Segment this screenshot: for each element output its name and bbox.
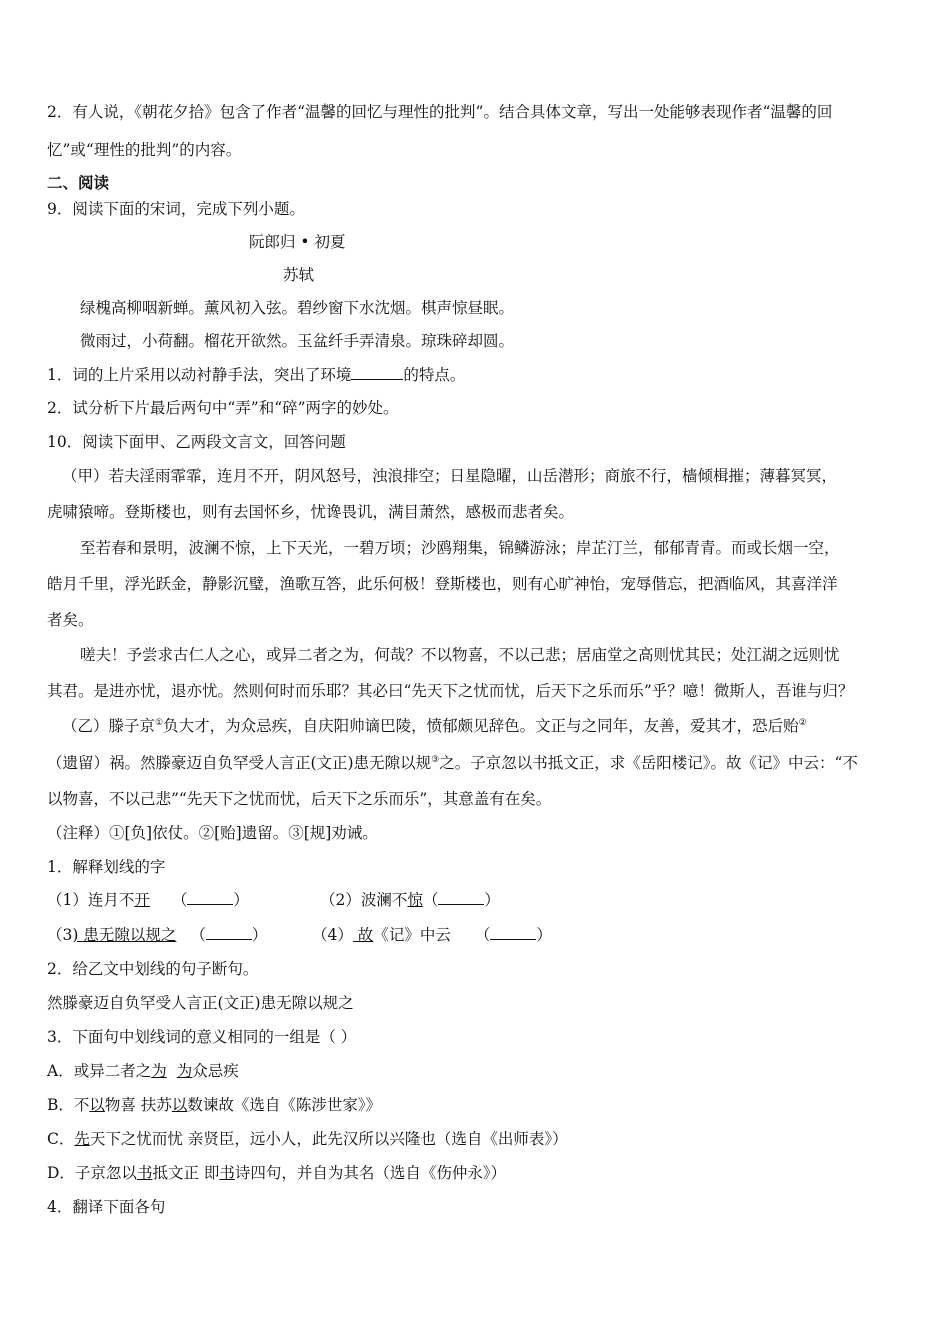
option-b[interactable] <box>47 1095 381 1115</box>
q9-sub-1-pre: 1．词的上片采用以动衬静手法，突出了环境 <box>47 366 352 384</box>
jia-p2-line-3: 者矣。 <box>47 611 94 629</box>
underlined-word: 为 <box>176 1062 193 1080</box>
underlined-word: 书 <box>136 1164 153 1182</box>
q9-sub-2: 2．试分析下片最后两句中“弄”和“碎”两字的妙处。 <box>47 399 399 417</box>
jia-p2-line-1: 至若春和景明，波澜不惊，上下天光，一碧万顷；沙鸥翔集，锦鳞游泳；岸芷汀兰，郁郁青青。而或长烟一空， <box>80 539 840 557</box>
sub-question-2-title: 2．给乙文中划线的句子断句。 <box>47 960 259 978</box>
item-text: （3 <box>47 926 73 944</box>
yi-text: （遗留）祸。然滕豪迈自负罕受人言正(文正)患无隙以规 <box>47 754 432 772</box>
item-paren: ） <box>233 891 249 909</box>
yi-text: 之。子京忽以书抵文正，求《岳阳楼记》。故《记》中云：“不 <box>439 754 858 772</box>
yi-line-3: 以物喜，不以己悲”“先天下之忧而忧，后天下之乐而乐”，其意盖有在矣。 <box>47 790 552 808</box>
item-text: 《记》中云 <box>373 926 451 944</box>
option-text: 物喜 扶苏 <box>104 1096 172 1114</box>
sub-question-1-item-2 <box>320 890 500 910</box>
poem-verse-2: 微雨过，小荷翻。榴花开欲然。玉盆纤手弄清泉。琼珠碎却圆。 <box>80 332 515 350</box>
yi-line-1 <box>62 716 807 736</box>
q2-line-1: 2．有人说，《朝花夕拾》包含了作者“温馨的回忆与理性的批判”。结合具体文章，写出一处能够表现作者“温馨的回 <box>47 103 833 121</box>
answer-blank[interactable] <box>187 890 233 905</box>
option-a[interactable] <box>47 1061 239 1081</box>
sub-question-3-title: 3．下面句中划线词的意义相同的一组是（ ） <box>47 1028 357 1046</box>
q9-sub-1-post: 的特点。 <box>403 366 466 384</box>
item-text: （1）连月不 <box>47 891 135 909</box>
jia-p1-line-1: （甲）若夫淫雨霏霏，连月不开，阴风怒号，浊浪排空；日星隐曜，山岳潜形；商旅不行，樯倾楫摧；薄暮冥冥， <box>62 467 838 485</box>
footnote-mark: ② <box>798 717 807 728</box>
option-text: 抵文正 即 <box>152 1164 220 1182</box>
underlined-word: 书 <box>219 1164 235 1182</box>
q9-prompt: 9．阅读下面的宋词，完成下列小题。 <box>47 200 305 218</box>
answer-blank[interactable] <box>438 890 484 905</box>
option-text: 诗四句，并自为其名（选自《伤仲永》） <box>234 1164 507 1182</box>
jia-p1-line-2: 虎啸猿啼。登斯楼也，则有去国怀乡，忧谗畏讥，满目萧然，感极而悲者矣。 <box>47 503 575 521</box>
sub-question-1-item-1 <box>47 890 249 910</box>
item-text: （4） <box>312 926 353 944</box>
poem-verse-1: 绿槐高柳咽新蝉。薰风初入弦。碧纱窗下水沈烟。棋声惊昼眠。 <box>80 299 515 317</box>
option-text: 天下之忧而忧 亲贤臣，远小人，此先汉所以兴隆也（选自《出师表》） <box>89 1130 568 1148</box>
jia-p3-line-1: 嗟夫！予尝求古仁人之心，或异二者之为，何哉？不以物喜，不以己悲；居庙堂之高则忧其民；处江湖之远则忧 <box>80 646 840 664</box>
item-paren: （ <box>422 891 439 909</box>
q2-line-2: 忆”或“理性的批判”的内容。 <box>47 141 242 159</box>
underlined-word: 故 <box>352 926 374 944</box>
footnote-mark: ① <box>155 717 164 728</box>
yi-text: 负大才，为众忌疾，自庆阳帅谪巴陵，愤郁颇见辞色。文正与之同年，友善，爱其才，恐后贻 <box>163 717 799 735</box>
sub-question-1-item-4 <box>312 925 552 945</box>
item-paren: ） <box>484 891 500 909</box>
underlined-word: 惊 <box>407 891 423 909</box>
jia-p2-line-2: 皓月千里，浮光跃金，静影沉璧，渔歌互答，此乐何极！登斯楼也，则有心旷神怡，宠辱偕忘，把酒临风，其喜洋洋 <box>47 575 838 593</box>
answer-blank[interactable] <box>351 365 403 380</box>
sub-question-1-item-3 <box>47 925 267 945</box>
annotation-notes: （注释）①[负]依仗。②[贻]遗留。③[规]劝诫。 <box>47 824 378 842</box>
section-heading: 二、阅读 <box>47 173 110 192</box>
yi-text: （乙）滕子京 <box>62 717 156 735</box>
jia-p3-line-2: 其君。是进亦忧，退亦忧。然则何时而乐耶？其必曰“先天下之忧而忧，后天下之乐而乐”乎？噫！微斯人，吾谁与归？ <box>47 682 854 700</box>
q9-sub-1 <box>47 365 465 385</box>
underlined-word: 先 <box>74 1130 90 1148</box>
footnote-mark: ③ <box>431 754 440 765</box>
item-paren: （ <box>474 926 491 944</box>
option-text: D．子京忽以 <box>47 1164 137 1182</box>
q10-prompt: 10．阅读下面甲、乙两段文言文，回答问题 <box>47 433 346 451</box>
underlined-word: 以 <box>171 1096 188 1114</box>
sub-question-4-title: 4．翻译下面各句 <box>47 1198 166 1216</box>
answer-blank[interactable] <box>206 925 252 940</box>
answer-blank[interactable] <box>490 925 536 940</box>
item-paren: ） <box>536 926 552 944</box>
underlined-word: 以 <box>89 1096 105 1114</box>
option-text: A．或异二者之 <box>47 1062 152 1080</box>
option-text: 众忌疾 <box>192 1062 239 1080</box>
option-d[interactable] <box>47 1163 506 1183</box>
option-text: C． <box>47 1130 75 1148</box>
item-text: （2）波澜不 <box>320 891 408 909</box>
underlined-word: 开 <box>134 891 150 909</box>
sub-question-1-title: 1．解释划线的字 <box>47 858 166 876</box>
sub-question-2-sentence: 然滕豪迈自负罕受人言正(文正)患无隙以规之 <box>47 994 354 1012</box>
option-text: B．不 <box>47 1096 90 1114</box>
option-c[interactable] <box>47 1129 568 1149</box>
item-paren: （ <box>171 891 188 909</box>
poem-author: 苏轼 <box>283 266 315 284</box>
poem-title: 阮郎归 • 初夏 <box>249 233 346 251</box>
item-paren: ） <box>251 926 268 944</box>
underlined-word: 为 <box>151 1062 167 1080</box>
item-paren: （ <box>190 926 206 944</box>
yi-line-2 <box>47 753 858 773</box>
underlined-word: ) 患无隙以规之 <box>72 926 177 944</box>
option-text: 数谏故《选自《陈涉世家》》 <box>187 1096 382 1114</box>
